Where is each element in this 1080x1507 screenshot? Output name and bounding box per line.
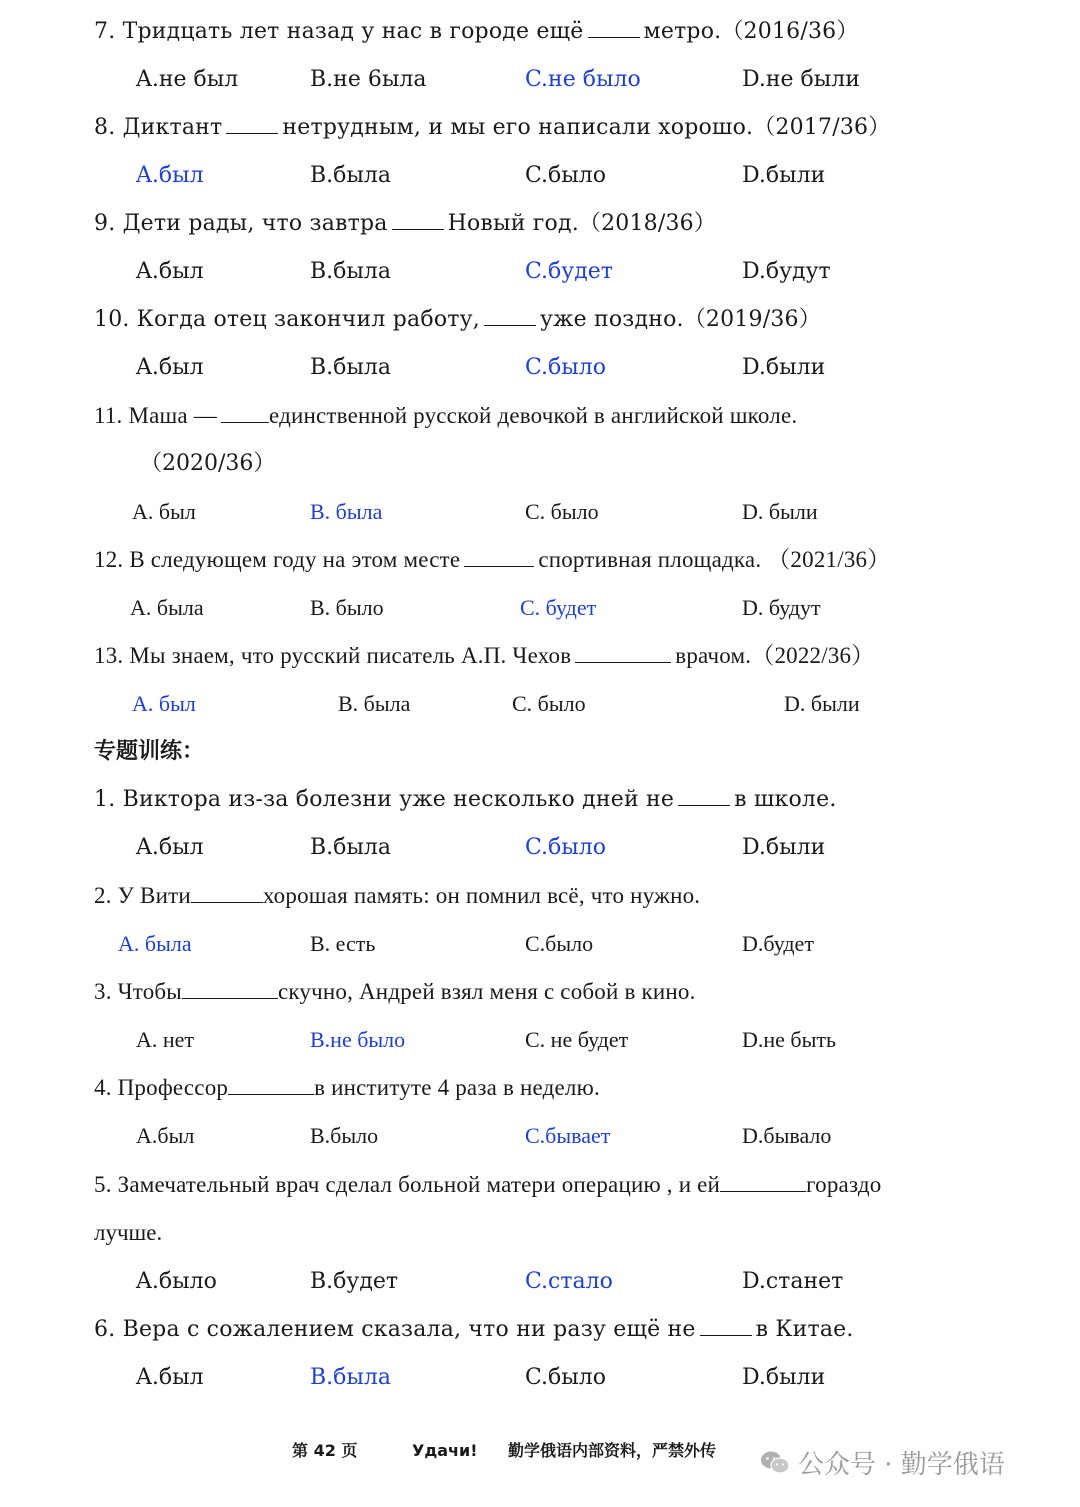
option-b: B.будет	[310, 1269, 399, 1294]
question-9: 9. Дети рады, что завтра Новый год.（2018/36）	[94, 211, 717, 236]
practice-question-3: 3. Чтобы скучно, Андрей взял меня с собой в кино.	[94, 979, 696, 1004]
option-d: D.были	[742, 355, 826, 380]
page-number: 第 42 页	[292, 1441, 358, 1460]
option-a-answer: A.был	[136, 163, 204, 188]
answer-blank	[221, 404, 269, 423]
answer-blank	[484, 307, 536, 326]
answer-blank	[191, 884, 263, 903]
option-b: B. есть	[310, 931, 376, 956]
option-c: C.было	[525, 163, 607, 188]
option-d: D.будут	[742, 259, 831, 284]
option-a: A.было	[136, 1269, 217, 1294]
option-b-answer: B. была	[310, 499, 383, 524]
answer-blank	[700, 1317, 752, 1336]
option-c: C. было	[512, 691, 586, 716]
option-d: D.были	[742, 163, 826, 188]
option-c-answer: C.стало	[525, 1269, 613, 1294]
footer-notice: 勤学俄语内部资料，严禁外传	[508, 1441, 717, 1460]
option-a: A. была	[130, 595, 204, 620]
answer-blank	[182, 980, 278, 999]
option-a-answer: A. был	[132, 691, 196, 716]
option-d: D.станет	[742, 1269, 844, 1294]
section-title: 专题训练：	[94, 739, 205, 764]
option-d: D.были	[742, 1365, 826, 1390]
option-c-answer: C. будет	[520, 595, 597, 620]
option-a: A.был	[136, 259, 204, 284]
answer-blank	[588, 19, 640, 38]
wechat-icon	[760, 1450, 790, 1476]
option-d: D. были	[784, 691, 860, 716]
option-d: D.были	[742, 835, 826, 860]
practice-question-1: 1. Виктора из-за болезни уже несколько дней не в школе.	[94, 787, 837, 812]
option-d: D.будет	[742, 931, 814, 956]
answer-blank	[228, 1076, 314, 1095]
practice-question-2: 2. У Вити хорошая память: он помнил всё, что нужно.	[94, 883, 701, 908]
option-c-answer: C.было	[525, 355, 607, 380]
option-a: A. нет	[136, 1027, 195, 1052]
option-c-answer: C.не было	[525, 67, 641, 92]
question-8: 8. Диктант нетрудным, и мы его написали хорошо.（2017/36）	[94, 115, 891, 140]
option-d: D.не быть	[742, 1027, 837, 1052]
option-c-answer: C.было	[525, 835, 607, 860]
option-a: A.был	[136, 835, 204, 860]
answer-blank	[678, 787, 730, 806]
answer-blank	[720, 1173, 806, 1192]
answer-blank	[575, 644, 671, 663]
question-12: 12. В следующем году на этом месте спортивная площадка. （2021/36）	[94, 547, 891, 572]
option-c: C. не будет	[525, 1027, 629, 1052]
question-11: 11. Маша — единственной русской девочкой в английской школе.	[94, 403, 798, 428]
answer-blank	[226, 115, 278, 134]
option-a: A.был	[136, 1123, 195, 1148]
footer-wish: Удачи!	[412, 1441, 478, 1460]
option-b: B. была	[338, 691, 411, 716]
option-c: C.было	[525, 931, 594, 956]
option-d: D.не были	[742, 67, 860, 92]
option-b-answer: B.была	[310, 1365, 392, 1390]
option-b: B.была	[310, 835, 392, 860]
option-a: A.не был	[136, 67, 239, 92]
option-b: B.было	[310, 1123, 379, 1148]
practice-question-4: 4. Профессор в институте 4 раза в неделю.	[94, 1075, 600, 1100]
option-a: A.был	[136, 355, 204, 380]
option-d: D.бывало	[742, 1123, 832, 1148]
answer-blank	[392, 211, 444, 230]
option-b: B.была	[310, 163, 392, 188]
option-b-answer: B.не было	[310, 1027, 406, 1052]
option-c: C.было	[525, 1365, 607, 1390]
question-7: 7. Тридцать лет назад у нас в городе ещё метро.（2016/36）	[94, 19, 859, 44]
question-10: 10. Когда отец закончил работу, уже поздно.（2019/36）	[94, 307, 821, 332]
option-d: D. будут	[742, 595, 821, 620]
option-b: B.не 6ыла	[310, 67, 427, 92]
option-c-answer: C.бывает	[525, 1123, 611, 1148]
watermark-text: 公众号 · 勤学俄语	[798, 1450, 1005, 1480]
option-a: A. был	[132, 499, 196, 524]
practice-question-6: 6. Вера с сожалением сказала, что ни разу ещё не в Китае.	[94, 1317, 854, 1342]
practice-question-5-continuation: лучше.	[94, 1220, 163, 1245]
option-b: B. было	[310, 595, 384, 620]
option-b: B.была	[310, 355, 392, 380]
question-11-source: （2020/36）	[140, 451, 276, 476]
option-c: C. было	[525, 499, 599, 524]
practice-question-5: 5. Замечательный врач сделал больной матери операцию , и ей гораздо	[94, 1172, 882, 1197]
option-c-answer: C.будет	[525, 259, 613, 284]
option-d: D. были	[742, 499, 818, 524]
answer-blank	[464, 548, 534, 567]
option-a: A.был	[136, 1365, 204, 1390]
question-13: 13. Мы знаем, что русский писатель А.П. Чехов врачом.（2022/36）	[94, 643, 875, 668]
watermark	[760, 1444, 1005, 1481]
option-b: B.была	[310, 259, 392, 284]
option-a-answer: A. была	[118, 931, 192, 956]
